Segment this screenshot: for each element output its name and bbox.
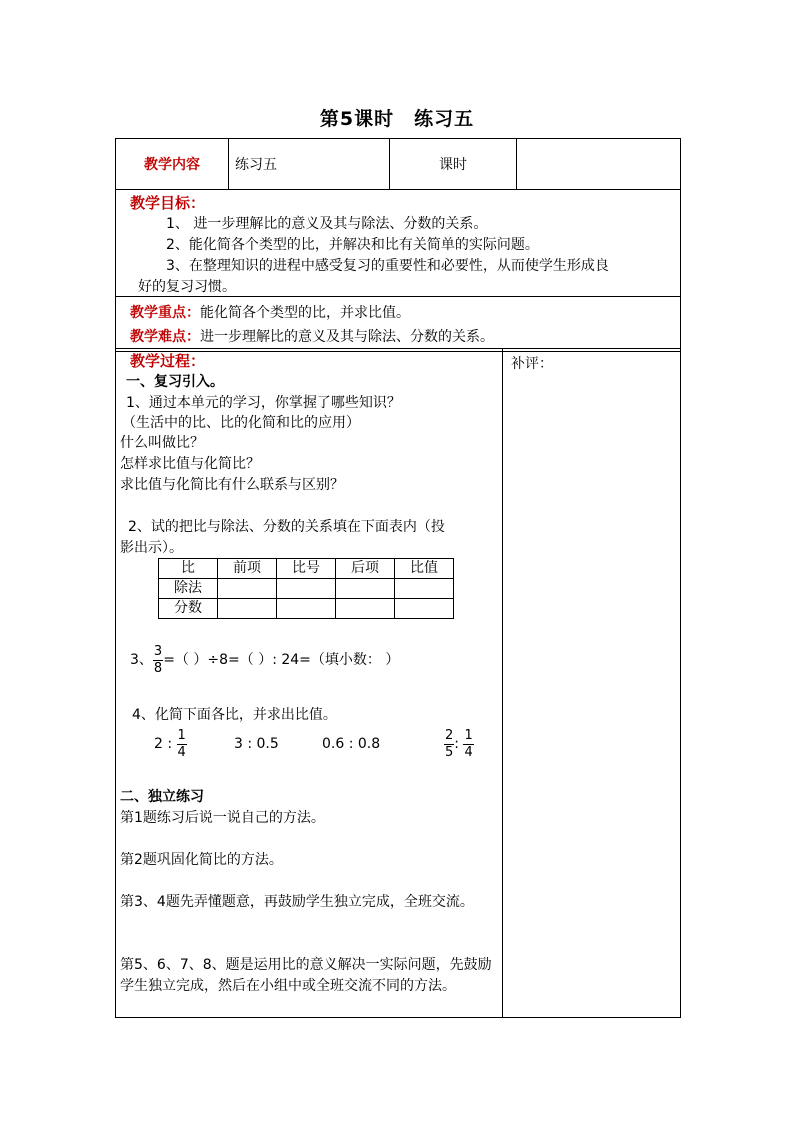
lesson-header-table [115,138,681,352]
difficulty-text: 进一步理解比的意义及其与除法、分数的关系。 [200,329,494,345]
difficulty-line [130,325,666,349]
table-cell: 分数 [159,599,218,619]
table-cell [336,599,395,619]
process-table [115,348,681,1018]
fraction-one-quarter [177,728,187,761]
table-row [159,599,454,619]
goals-label: 教学目标： [130,194,206,212]
difficulty-label: 教学难点： [130,329,200,345]
title-lesson: 第5课时 [319,108,395,130]
focus-text: 能化简各个类型的比，并求比值。 [200,305,410,321]
focus-line [130,301,666,325]
table-cell [395,579,454,599]
table-header-cell: 比 [159,559,218,579]
ratio-1-left: 2 : [154,736,173,752]
goal-item: 好的复习习惯。 [138,279,236,295]
process-column [116,349,503,1017]
fraction-denominator: 8 [153,660,163,676]
ratio-4 [444,727,474,761]
question-1b: 怎样求比值与化简比？ [120,456,260,472]
focus-label: 教学重点： [130,305,200,321]
fraction-numerator: 2 [445,727,454,743]
fraction-two-fifths [444,728,454,761]
content-label: 教学内容 [116,139,229,189]
question-3-rest: =（ ）÷8=（ ）: 24=（填小数： ） [163,652,400,668]
question-4: 4、化简下面各比，并求出比值。 [132,707,337,723]
fraction-denominator: 4 [464,744,473,760]
header-row [116,139,680,190]
table-cell: 除法 [159,579,218,599]
question-3-prefix: 3、 [130,652,153,668]
goals-section [116,190,680,297]
practice-2: 第2题巩固化简比的方法。 [120,852,283,868]
table-cell [336,579,395,599]
fraction-numerator: 3 [153,643,163,659]
period-label: 课时 [390,139,517,189]
question-1c: 求比值与化简比有什么联系与区别？ [120,477,344,493]
question-3 [130,643,399,677]
table-header-cell: 前项 [218,559,277,579]
fraction-denominator: 4 [177,744,186,760]
table-row [159,579,454,599]
remark-label: 补评： [511,356,553,372]
goal-item: 1、 进一步理解比的意义及其与除法、分数的关系。 [166,216,488,232]
title-topic: 练习五 [414,108,475,130]
question-2-line2: 影出示）。 [120,540,183,556]
fraction-denominator: 5 [445,744,454,760]
question-1: 1、通过本单元的学习，你掌握了哪些知识？ [126,395,401,411]
goal-item: 2、能化简各个类型的比，并解决和比有关简单的实际问题。 [166,237,539,253]
ratio-4-colon: : [454,736,459,752]
fraction-three-eighths [153,644,163,677]
process-label: 教学过程： [130,352,206,370]
fraction-numerator: 1 [177,727,186,743]
table-cell [277,579,336,599]
question-1-hint: （生活中的比、比的化简和比的应用） [122,415,360,431]
fraction-one-quarter [463,728,473,761]
table-header-row [159,559,454,579]
table-cell [395,599,454,619]
goal-item: 3、在整理知识的进程中感受复习的重要性和必要性，从而使学生形成良 [166,258,609,274]
ratio-3: 0.6 : 0.8 [322,736,381,752]
practice-4: 第5、6、7、8、题是运用比的意义解决一实际问题，先鼓励学生独立完成，然后在小组中或全班交流不同的方法。 [120,957,492,994]
practice-1: 第1题练习后说一说自己的方法。 [120,810,325,826]
content-value: 练习五 [229,139,390,189]
question-2-line1: 2、试的把比与除法、分数的关系填在下面表内（投 [128,519,445,535]
table-header-cell: 后项 [336,559,395,579]
table-header-cell: 比号 [277,559,336,579]
key-section [116,297,680,351]
table-cell [277,599,336,619]
page-title [0,104,794,131]
table-cell [218,579,277,599]
question-1a: 什么叫做比？ [120,435,204,451]
ratio-2: 3 : 0.5 [234,736,279,752]
practice-3: 第3、4题先弄懂题意，再鼓励学生独立完成，全班交流。 [120,894,474,910]
period-value [517,139,680,189]
section1-heading: 一、复习引入。 [126,374,224,390]
table-header-cell: 比值 [395,559,454,579]
section2-heading: 二、独立练习 [120,789,204,805]
table-cell [218,599,277,619]
relation-table [158,558,454,619]
fraction-numerator: 1 [464,727,473,743]
ratio-1 [154,727,187,761]
